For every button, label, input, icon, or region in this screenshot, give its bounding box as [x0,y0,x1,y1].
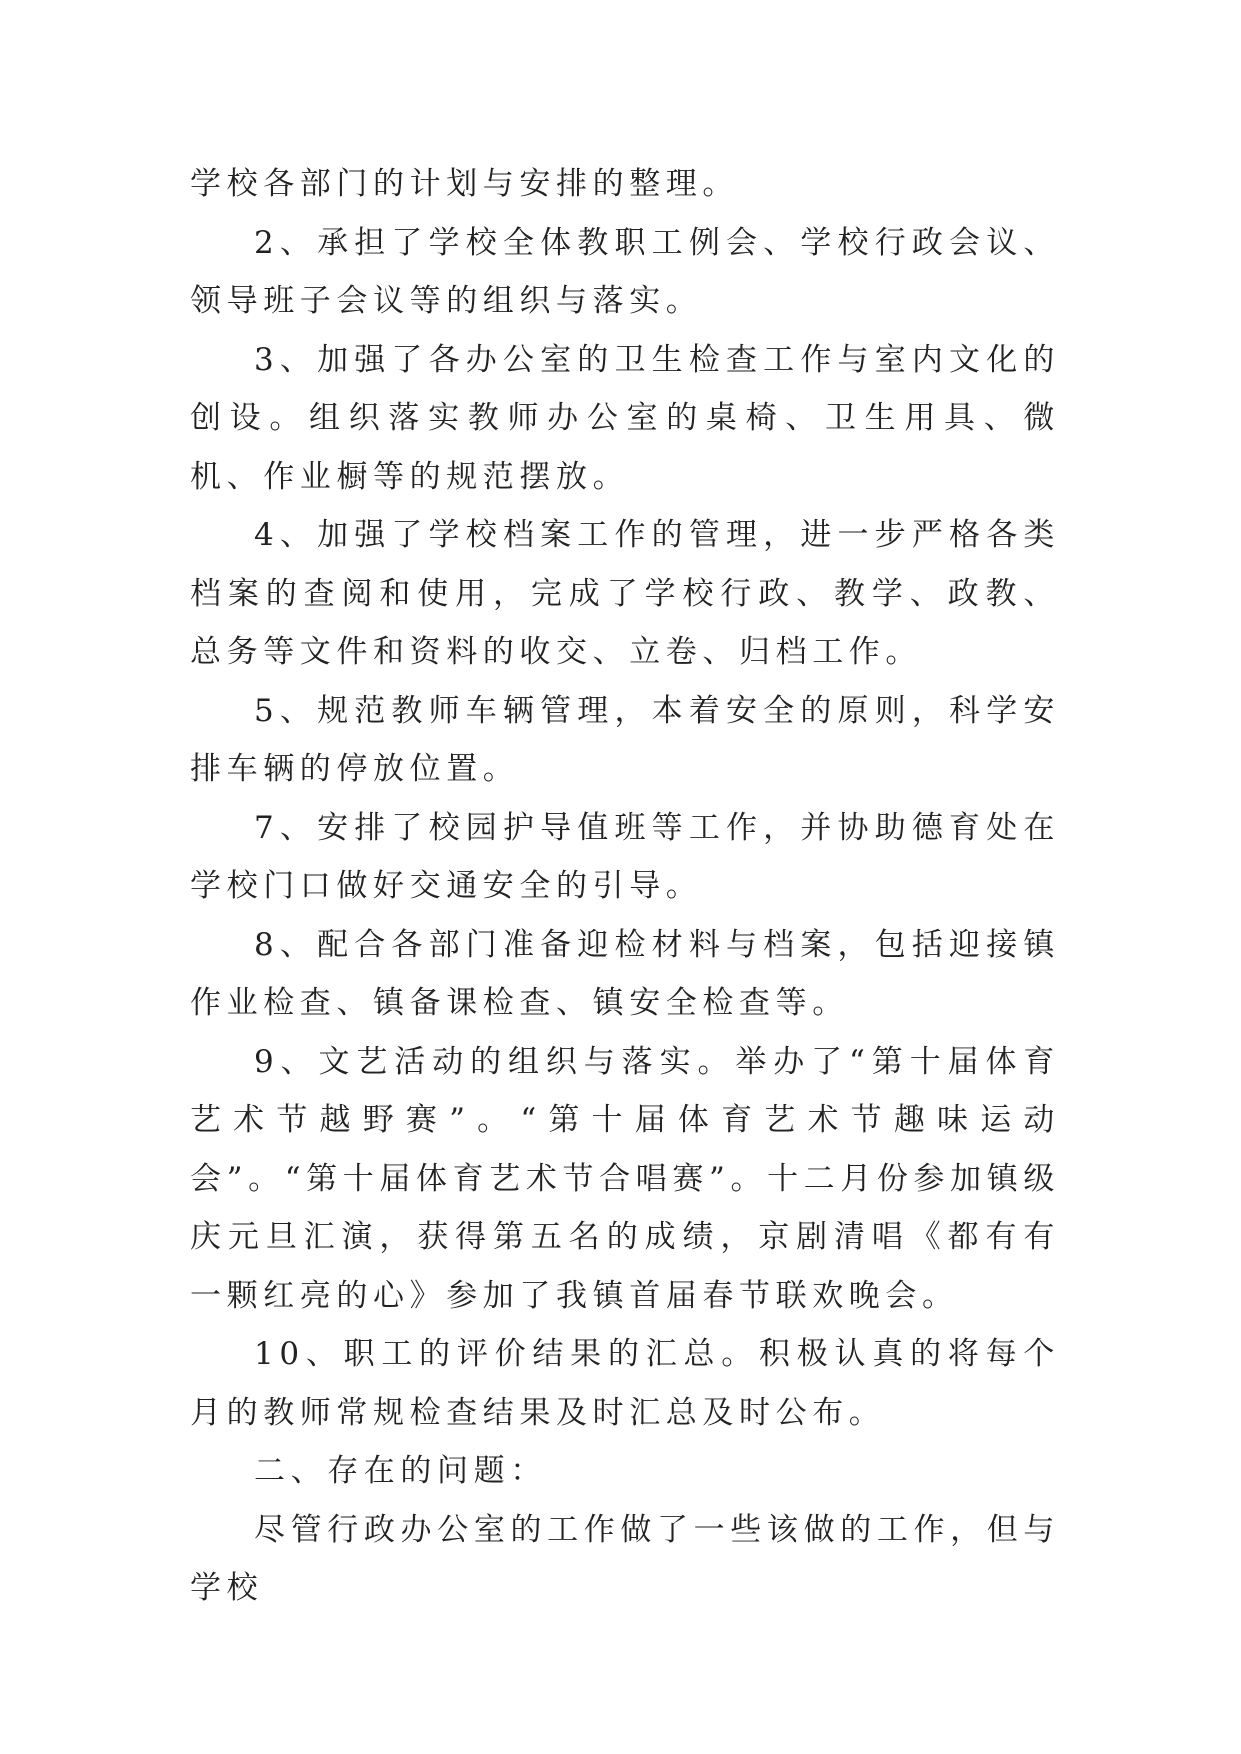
paragraph-item-9: 9、文艺活动的组织与落实。举办了“第十届体育艺术节越野赛”。“第十届体育艺术节趣味运动会”。“第十届体育艺术节合唱赛”。十二月份参加镇级庆元旦汇演，获得第五名的成绩，京剧清唱《都有有一颗红亮的心》参加了我镇首届春节联欢晚会。 [190,1043,1060,1314]
paragraph-continuation: 学校各部门的计划与安排的整理。 [190,166,739,202]
document-body [190,155,1060,1618]
paragraph-item-3: 3、加强了各办公室的卫生检查工作与室内文化的创设。组织落实教师办公室的桌椅、卫生用具、微机、作业橱等的规范摆放。 [190,341,1060,495]
paragraph-item-5: 5、规范教师车辆管理，本着安全的原则，科学安排车辆的停放位置。 [190,692,1060,787]
paragraph-item-8: 8、配合各部门准备迎检材料与档案，包括迎接镇作业检查、镇备课检查、镇安全检查等。 [190,926,1060,1021]
section-heading-problems: 二、存在的问题： [254,1453,547,1489]
paragraph-item-4: 4、加强了学校档案工作的管理，进一步严格各类档案的查阅和使用，完成了学校行政、教学、政教、总务等文件和资料的收交、立卷、归档工作。 [190,517,1060,670]
paragraph-item-10: 10、职工的评价结果的汇总。积极认真的将每个月的教师常规检查结果及时汇总及时公布。 [190,1336,1060,1431]
paragraph-problems-intro: 尽管行政办公室的工作做了一些该做的工作，但与学校 [190,1511,1060,1606]
paragraph-item-2: 2、承担了学校全体教职工例会、学校行政会议、领导班子会议等的组织与落实。 [190,224,1060,319]
paragraph-item-7: 7、安排了校园护导值班等工作，并协助德育处在学校门口做好交通安全的引导。 [190,809,1060,904]
